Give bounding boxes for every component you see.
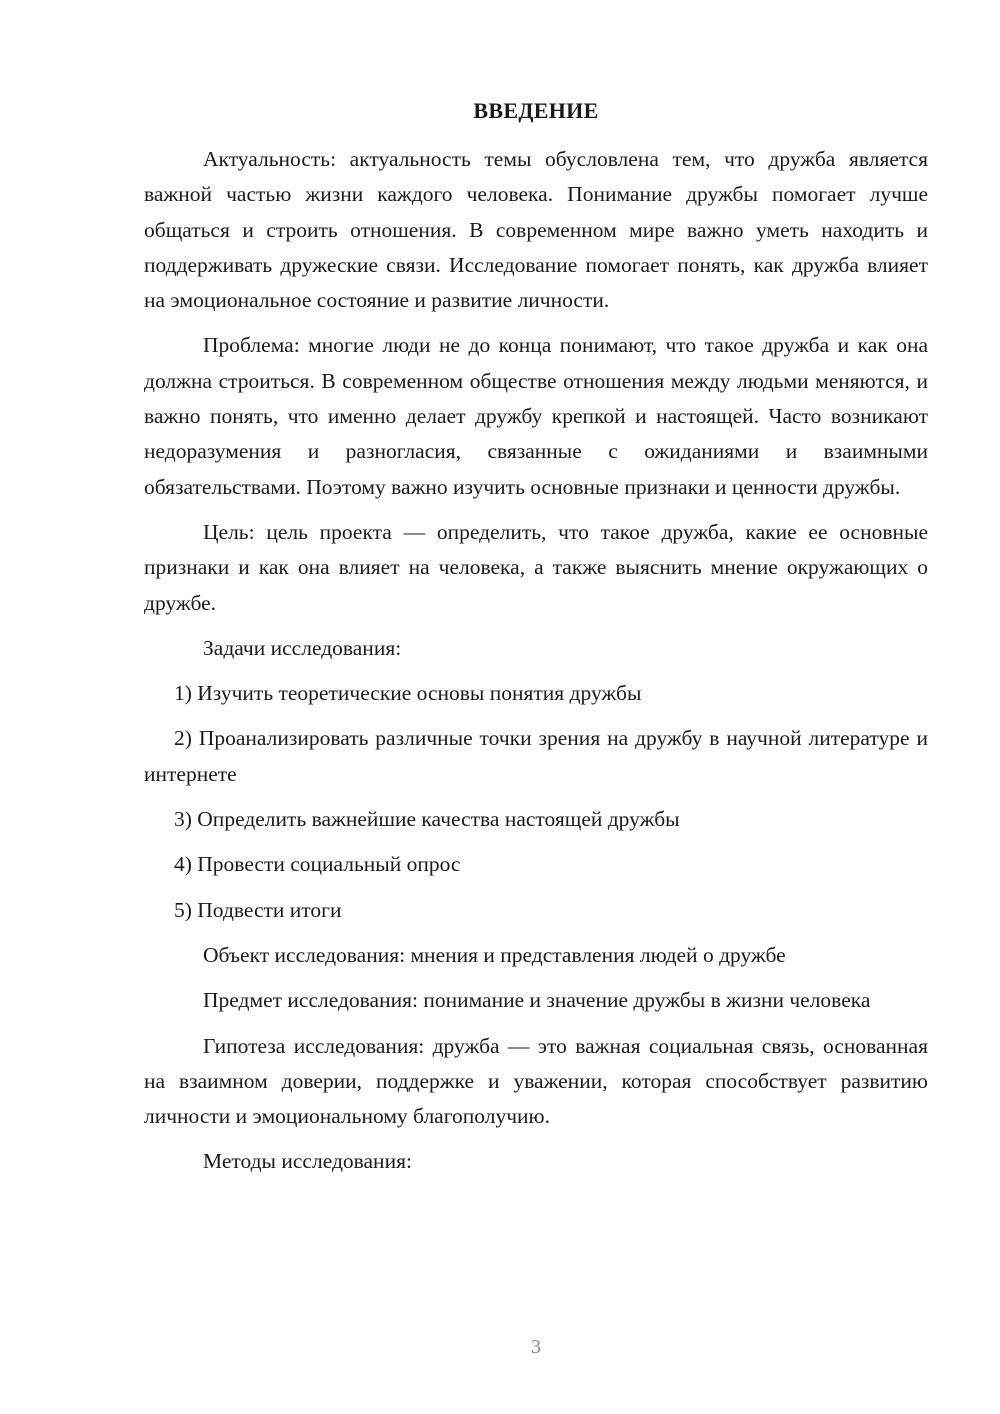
section-heading: ВВЕДЕНИЕ	[473, 98, 599, 123]
body-text	[144, 142, 928, 1180]
tasks-title: Задачи исследования:	[203, 635, 402, 660]
task-item-2: 2) Проанализировать различные точки зрения на дружбу в научной литературе и интернете	[144, 726, 928, 786]
paragraph-problem: Проблема: многие люди не до конца понимают, что такое дружба и как она должна строиться. В современном обществе отношения между людьми меняются, и важно понять, что именно делает дружбу крепкой и настоящей. Часто возникают недоразумения и разногласия, связанные с ожиданиями и взаимными обязательствами. Поэтому важно изучить основные признаки и ценности дружбы.	[144, 333, 928, 499]
paragraph-subject: Предмет исследования: понимание и значение дружбы в жизни человека	[203, 988, 871, 1013]
task-item-4: 4) Провести социальный опрос	[174, 852, 461, 877]
paragraph-goal: Цель: цель проекта — определить, что такое дружба, какие ее основные признаки и как она влияет на человека, а также выяснить мнение окружающих о дружбе.	[144, 519, 928, 615]
paragraph-object: Объект исследования: мнения и представления людей о дружбе	[203, 942, 786, 967]
paragraph-hypothesis: Гипотеза исследования: дружба — это важная социальная связь, основанная на взаимном доверии, поддержке и уважении, которая способствует развитию личности и эмоциональному благополучию.	[144, 1033, 928, 1129]
paragraph-methods: Методы исследования:	[203, 1149, 412, 1174]
paragraph-relevance: Актуальность: актуальность темы обусловлена тем, что дружба является важной частью жизни каждого человека. Понимание дружбы помогает лучше общаться и строить отношения. В современном мире важно уметь находить и поддерживать дружеские связи. Исследование помогает понять, как дружба влияет на эмоциональное состояние и развитие личности.	[144, 147, 928, 313]
task-item-5: 5) Подвести итоги	[174, 897, 342, 922]
page-number: 3	[531, 1336, 541, 1358]
task-item-3: 3) Определить важнейшие качества настоящей дружбы	[174, 807, 680, 832]
task-item-1: 1) Изучить теоретические основы понятия дружбы	[174, 681, 642, 706]
